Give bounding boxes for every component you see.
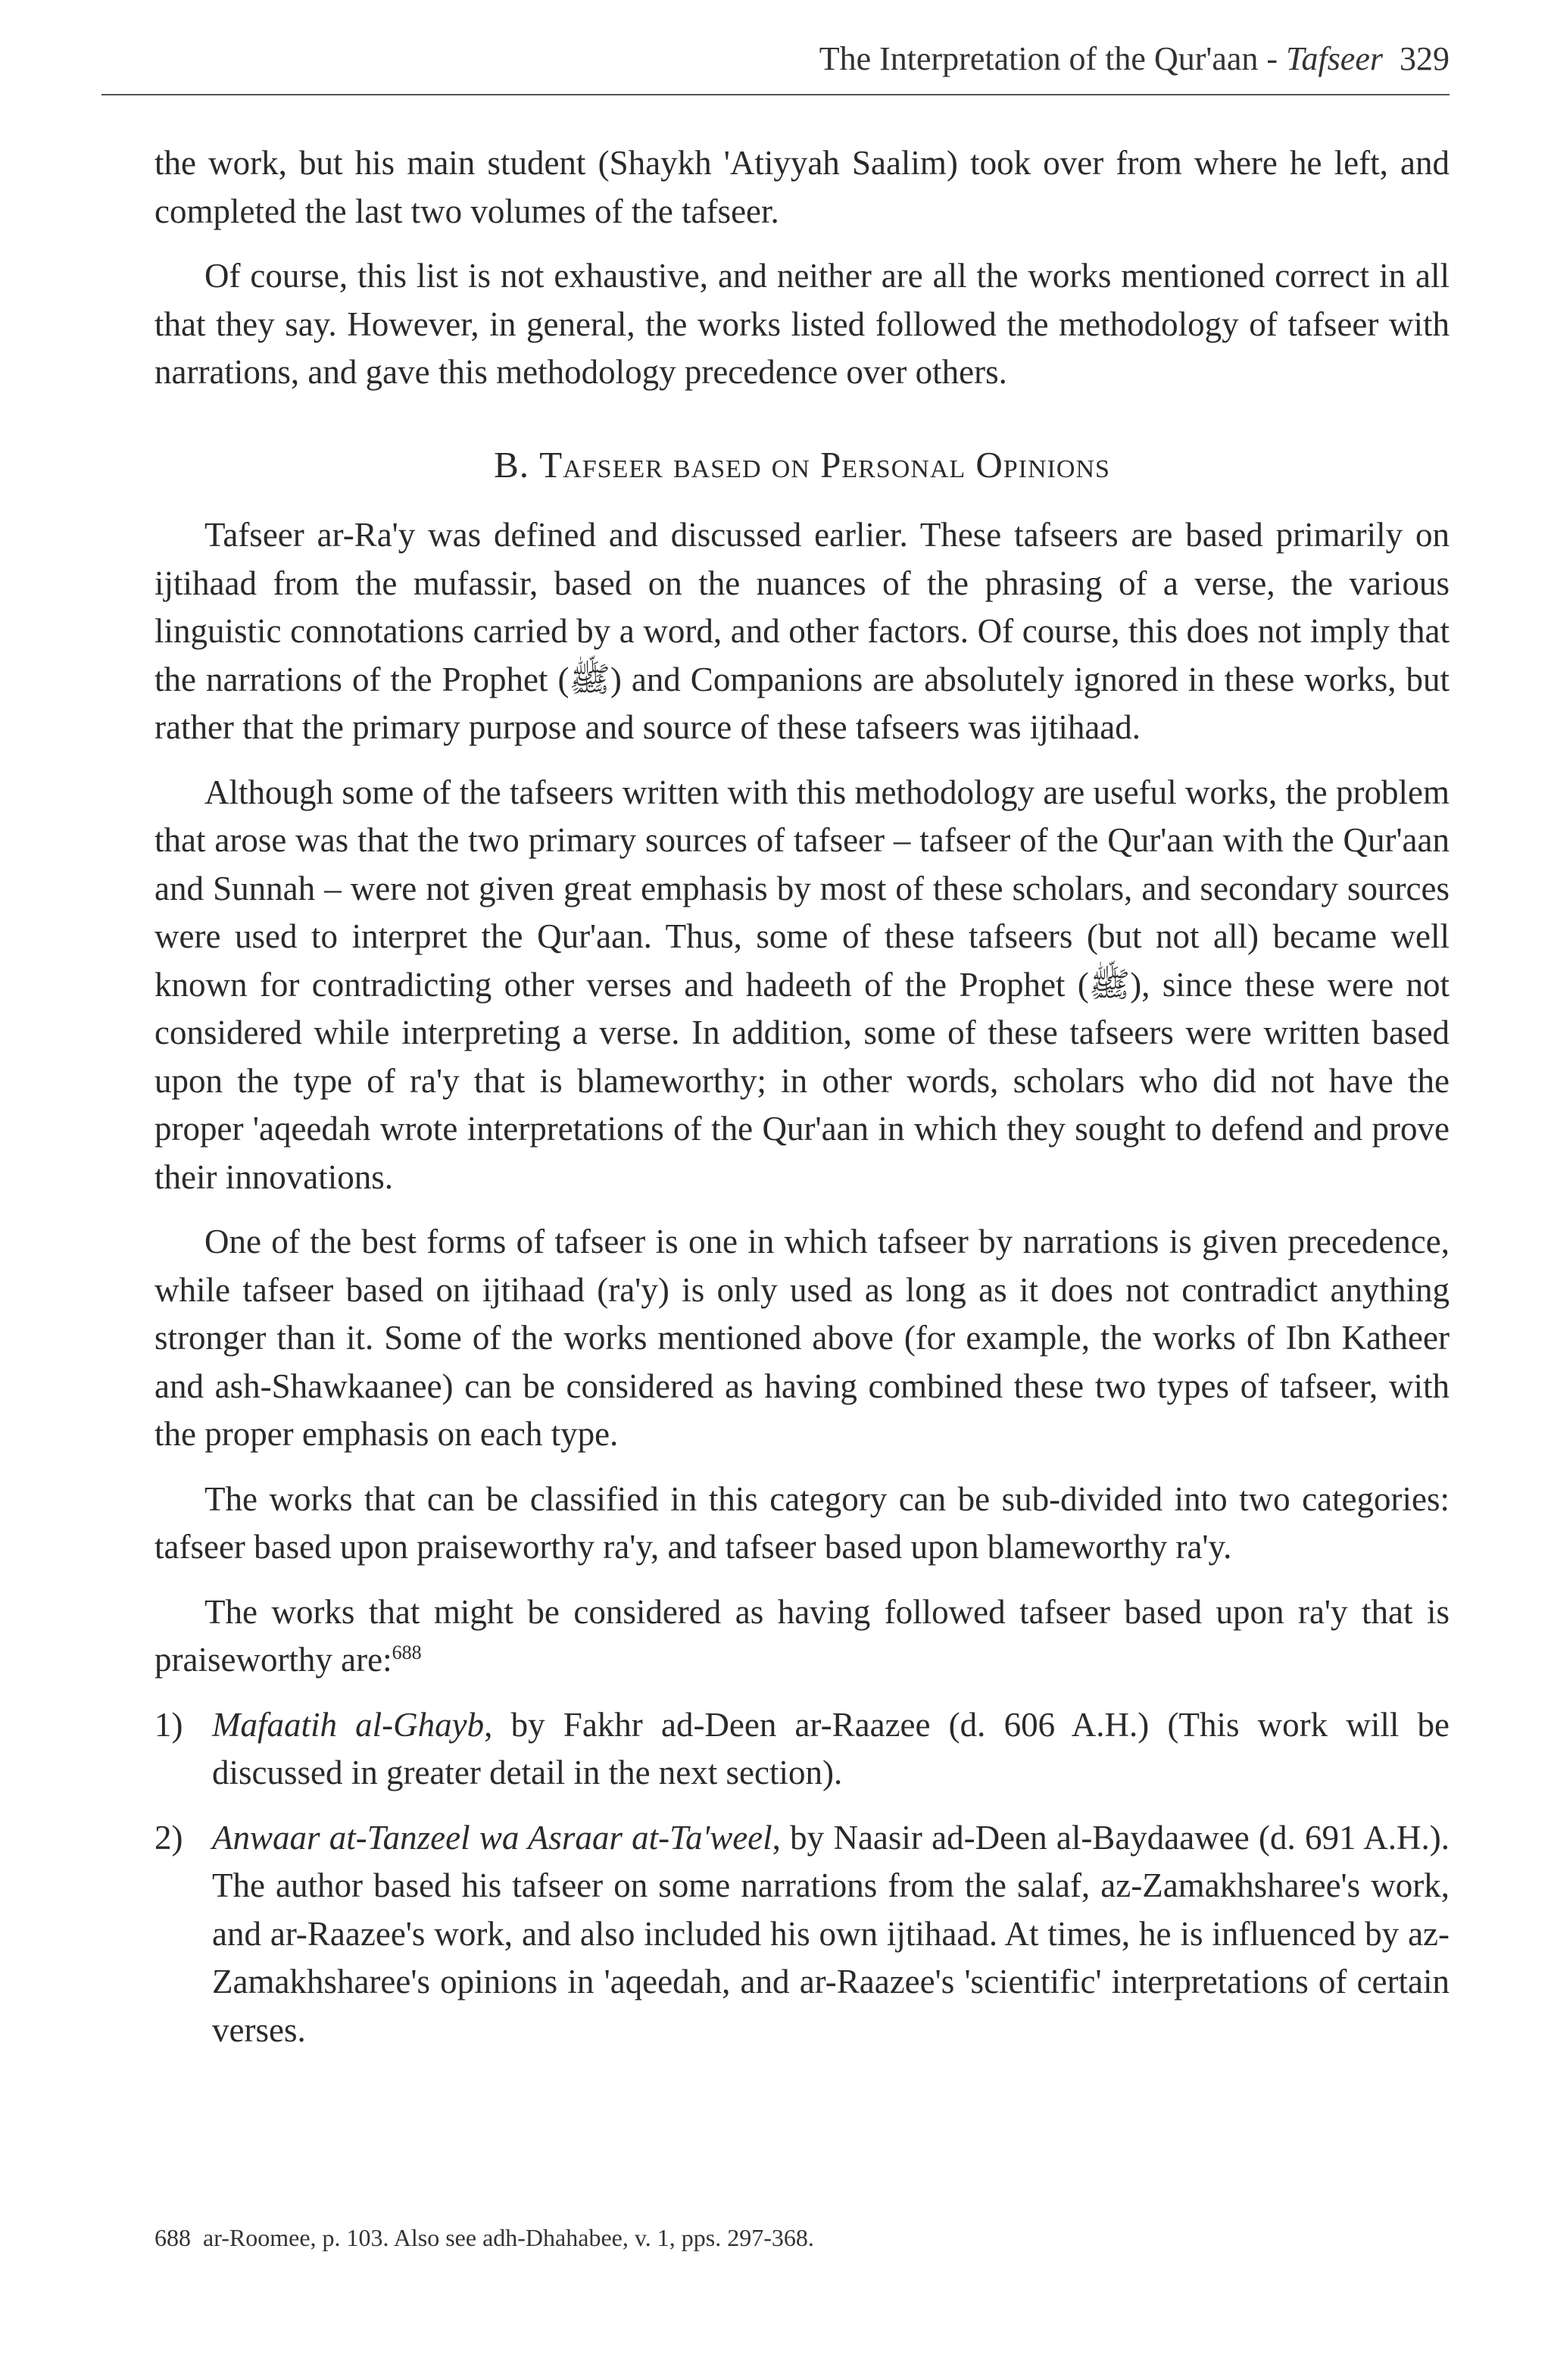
running-head xyxy=(101,39,1450,78)
list-item-title: Mafaatih al-Ghayb xyxy=(212,1705,485,1744)
page-body xyxy=(154,139,1450,2071)
paragraph-5: One of the best forms of tafseer is one in which tafseer by narrations is given precedence, while tafseer based on ijtihaad (ra'y) is only used as long as it does not contradict anything stronger than it. Some of the works mentioned above (for example, the works of Ibn Katheer and ash-Shawkaanee) can be considered as having combined these two types of tafseer, with the proper emphasis on each type. xyxy=(154,1223,1450,1453)
footnote-number: 688 xyxy=(154,2224,191,2251)
paragraph-3: Tafseer ar-Ra'y was defined and discussed earlier. These tafseers are based primarily on ijtihaad from the mufassir, based on the nuances of the phrasing of a verse, the various linguistic connotations carried by a word, and other factors. Of course, this does not imply that the narrations of the Prophet (ﷺ) and Companions are absolutely ignored in these works, but rather that the primary purpose and source of these tafseers was ijtihaad. xyxy=(154,516,1450,746)
footnote-ref-688[interactable]: 688 xyxy=(392,1641,422,1663)
list-item xyxy=(154,1701,1450,1797)
list-item-title: Anwaar at-Tanzeel wa Asraar at-Ta'weel xyxy=(212,1818,772,1857)
list-item-text: , by Fakhr ad-Deen ar-Raazee (d. 606 A.H.) (This work will be discussed in greater detail in the next section). xyxy=(212,1705,1450,1791)
works-list xyxy=(154,1701,1450,2055)
list-item-text: , by Naasir ad-Deen al-Baydaawee (d. 691 A.H.). The author based his tafseer on some narrations from the salaf, az-Zamakhsharee's work, and ar-Raazee's work, and also included his own ijtihaad. At times, he is influenced by az-Zamakhsharee's opinions in 'aqeedah, and ar-Raazee's 'scientific' interpretations of certain verses. xyxy=(212,1818,1450,2049)
paragraph-6: The works that can be classified in this category can be sub-divided into two categories: tafseer based upon praiseworthy ra'y, and tafseer based upon blameworthy ra'y. xyxy=(154,1479,1450,1566)
section-heading-text: Tafseer based on Personal Opinions xyxy=(539,443,1110,486)
paragraph-7 xyxy=(154,1588,1450,1685)
list-item xyxy=(154,1814,1450,2055)
section-heading xyxy=(154,441,1450,489)
list-number: 2) xyxy=(154,1818,183,1857)
header-rule xyxy=(101,94,1450,95)
running-title: The Interpretation of the Qur'aan - xyxy=(819,40,1287,77)
running-title-italic: Tafseer xyxy=(1286,40,1383,77)
list-number: 1) xyxy=(154,1705,183,1744)
paragraph-7-text: The works that might be considered as having followed tafseer based upon ra'y that is praiseworthy are: xyxy=(154,1592,1450,1679)
paragraph-4: Although some of the tafseers written with this methodology are useful works, the problem that arose was that the two primary sources of tafseer – tafseer of the Qur'aan with the Qur'aan and Sunnah – were not given great emphasis by most of these scholars, and secondary sources were used to interpret the Qur'aan. Thus, some of these tafseers (but not all) became well known for contradicting other verses and hadeeth of the Prophet (ﷺ), since these were not considered while interpreting a verse. In addition, some of these tafseers were written based upon the type of ra'y that is blameworthy; in other words, scholars who did not have the proper 'aqeedah wrote interpretations of the Qur'aan in which they sought to defend and prove their innovations. xyxy=(154,773,1450,1196)
paragraph-2: Of course, this list is not exhaustive, and neither are all the works mentioned correct in all that they say. However, in general, the works listed followed the methodology of tafseer with narrations, and gave this methodology precedence over others. xyxy=(154,257,1450,391)
footnote-text: ar-Roomee, p. 103. Also see adh-Dhahabee, v. 1, pps. 297-368. xyxy=(203,2224,814,2251)
section-heading-prefix: B. xyxy=(494,443,540,486)
page-number: 329 xyxy=(1400,40,1450,77)
paragraph-1: the work, but his main student (Shaykh 'Atiyyah Saalim) took over from where he left, and completed the last two volumes of the tafseer. xyxy=(154,144,1450,230)
footnote xyxy=(154,2221,1450,2254)
